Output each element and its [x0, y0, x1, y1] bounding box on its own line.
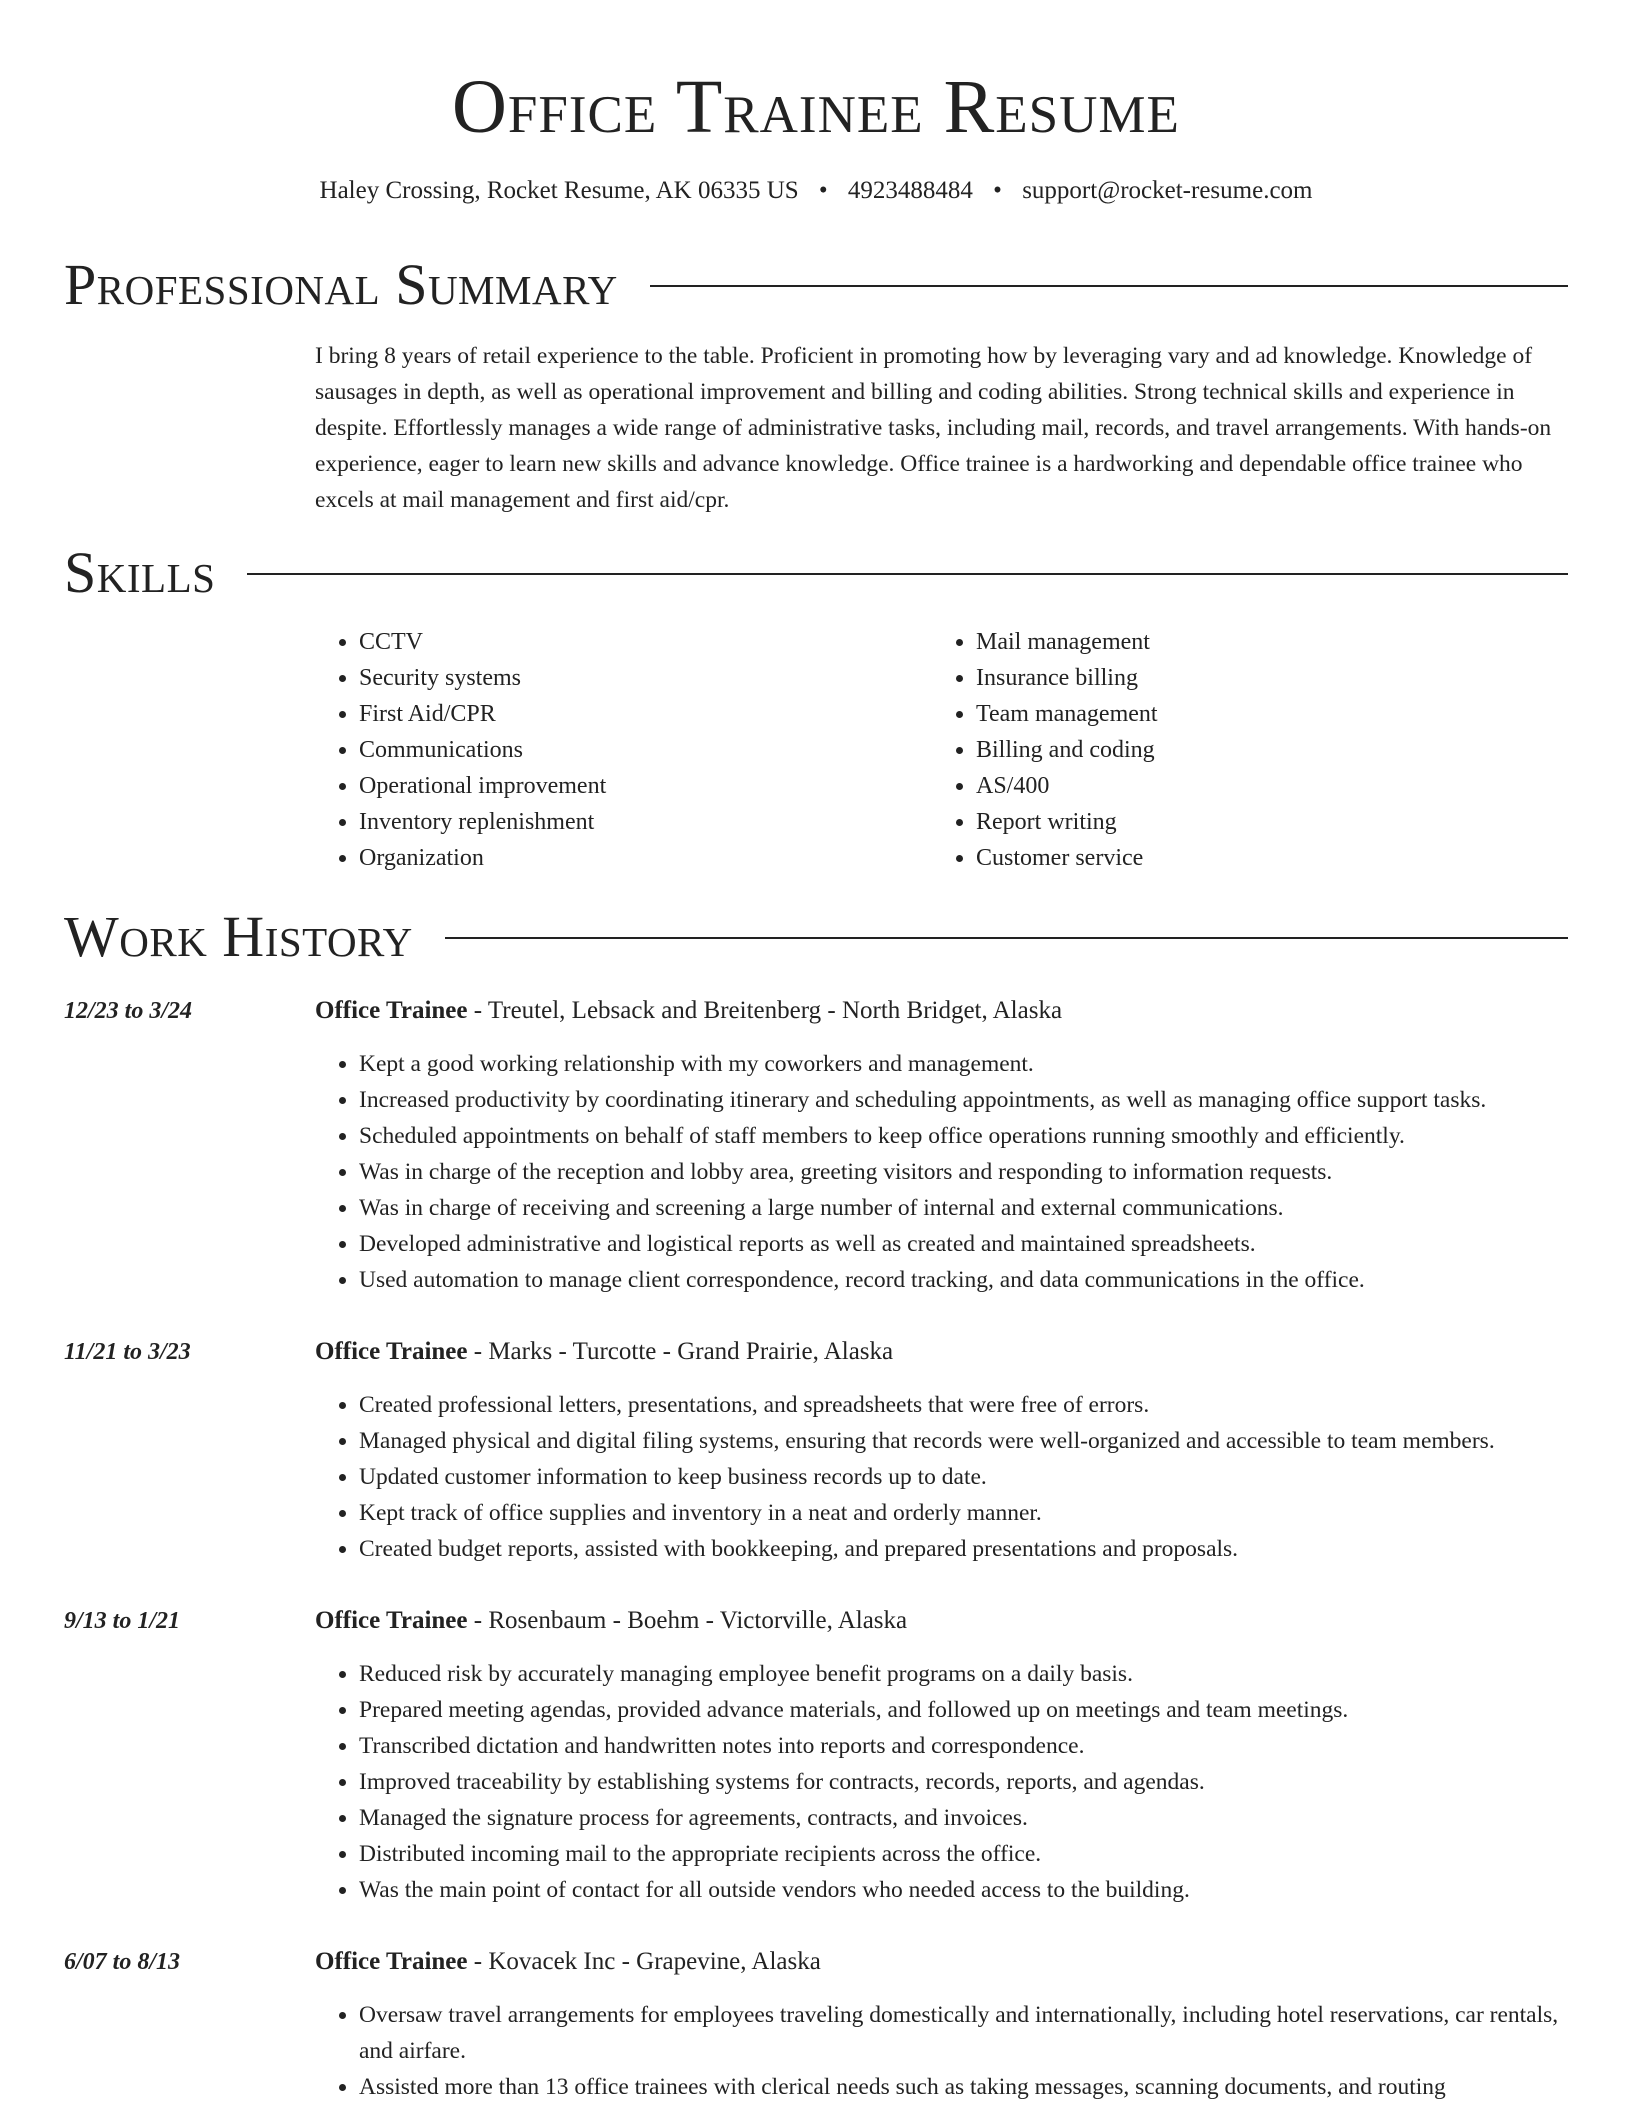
skill-item: • Operational improvement	[359, 768, 919, 804]
summary-section-heading	[64, 254, 1568, 316]
duty-item: • Was in charge of the reception and lobby area, greeting visitors and responding to information requests.	[359, 1154, 1568, 1190]
section-divider	[247, 573, 1568, 575]
skill-item: • Inventory replenishment	[359, 804, 919, 840]
skill-item: • First Aid/CPR	[359, 696, 919, 732]
contact-line	[0, 174, 1632, 208]
contact-address: Haley Crossing, Rocket Resume, AK 06335 US	[319, 177, 799, 204]
job-company-location: - Marks - Turcotte - Grand Prairie, Alaska	[467, 1338, 894, 1365]
skill-item: • Customer service	[976, 840, 1536, 876]
job-heading	[315, 1603, 907, 1639]
contact-separator: •	[818, 177, 828, 204]
section-divider	[650, 285, 1568, 287]
job-duties-list	[315, 1046, 1568, 1298]
job-heading	[315, 1944, 821, 1980]
job-company-location: - Treutel, Lebsack and Breitenberg - North Bridget, Alaska	[467, 997, 1063, 1024]
contact-email: support@rocket-resume.com	[1022, 177, 1313, 204]
contact-phone: 4923488484	[847, 177, 973, 204]
job-duties-list	[315, 1656, 1568, 1908]
skill-item: • Mail management	[976, 624, 1536, 660]
job-heading	[315, 1334, 893, 1370]
job-duties-list	[315, 1997, 1568, 2105]
job-company-location: - Rosenbaum - Boehm - Victorville, Alaska	[467, 1607, 908, 1634]
job-title: Office Trainee	[315, 1338, 468, 1365]
duty-item: • Managed physical and digital filing systems, ensuring that records were well-organized and accessible to team members.	[359, 1423, 1568, 1459]
skill-item: • CCTV	[359, 624, 919, 660]
summary-heading: Professional Summary	[64, 252, 618, 317]
job-dates: 12/23 to 3/24	[64, 998, 193, 1024]
duty-item: • Oversaw travel arrangements for employees traveling domestically and internationally, including hotel reservations, car rentals, and airfare.	[359, 1997, 1568, 2069]
section-divider	[445, 937, 1568, 939]
job-dates: 6/07 to 8/13	[64, 1949, 181, 1975]
duty-item: • Was the main point of contact for all outside vendors who needed access to the building.	[359, 1872, 1568, 1908]
skill-item: • Communications	[359, 732, 919, 768]
skill-item: • AS/400	[976, 768, 1536, 804]
job-heading	[315, 993, 1062, 1029]
duty-item: • Kept a good working relationship with my coworkers and management.	[359, 1046, 1568, 1082]
duty-item: • Kept track of office supplies and inventory in a neat and orderly manner.	[359, 1495, 1568, 1531]
skill-item: • Organization	[359, 840, 919, 876]
duty-item: • Distributed incoming mail to the appropriate recipients across the office.	[359, 1836, 1568, 1872]
duty-item: • Developed administrative and logistical reports as well as created and maintained spreadsheets.	[359, 1226, 1568, 1262]
skills-heading: Skills	[64, 540, 216, 605]
duty-item: • Created professional letters, presentations, and spreadsheets that were free of errors.	[359, 1387, 1568, 1423]
duty-item: • Used automation to manage client correspondence, record tracking, and data communications in the office.	[359, 1262, 1568, 1298]
skills-list-right	[932, 624, 1536, 876]
skill-item: • Team management	[976, 696, 1536, 732]
duty-item: • Assisted more than 13 office trainees with clerical needs such as taking messages, scanning documents, and routing	[359, 2069, 1568, 2105]
skill-item: • Report writing	[976, 804, 1536, 840]
work-heading: Work History	[64, 904, 413, 969]
work-section-heading	[64, 906, 1568, 968]
skills-section-heading	[64, 542, 1568, 604]
job-title: Office Trainee	[315, 1948, 468, 1975]
job-company-location: - Kovacek Inc - Grapevine, Alaska	[467, 1948, 821, 1975]
job-title: Office Trainee	[315, 997, 468, 1024]
duty-item: • Increased productivity by coordinating itinerary and scheduling appointments, as well as managing office support tasks.	[359, 1082, 1568, 1118]
duty-item: • Managed the signature process for agreements, contracts, and invoices.	[359, 1800, 1568, 1836]
duty-item: • Created budget reports, assisted with bookkeeping, and prepared presentations and proposals.	[359, 1531, 1568, 1567]
skill-item: • Insurance billing	[976, 660, 1536, 696]
job-dates: 9/13 to 1/21	[64, 1608, 181, 1634]
duty-item: • Updated customer information to keep business records up to date.	[359, 1459, 1568, 1495]
duty-item: • Was in charge of receiving and screening a large number of internal and external communications.	[359, 1190, 1568, 1226]
skill-item: • Security systems	[359, 660, 919, 696]
duty-item: • Prepared meeting agendas, provided advance materials, and followed up on meetings and team meetings.	[359, 1692, 1568, 1728]
duty-item: • Scheduled appointments on behalf of staff members to keep office operations running smoothly and efficiently.	[359, 1118, 1568, 1154]
summary-text: I bring 8 years of retail experience to the table. Proficient in promoting how by leveraging vary and ad knowledge. Knowledge of sausages in depth, as well as operational improvement and billing and coding abilities. Strong technical skills and experience in despite. Effortlessly manages a wide range of administrative tasks, including mail, records, and travel arrangements. With hands-on experience, eager to learn new skills and advance knowledge. Office trainee is a hardworking and dependable office trainee who excels at mail management and first aid/cpr.	[315, 343, 1552, 513]
job-dates: 11/21 to 3/23	[64, 1339, 191, 1365]
skill-item: • Billing and coding	[976, 732, 1536, 768]
skills-list-left	[315, 624, 919, 876]
resume-title: Office Trainee Resume	[452, 65, 1180, 149]
duty-item: • Reduced risk by accurately managing employee benefit programs on a daily basis.	[359, 1656, 1568, 1692]
duty-item: • Improved traceability by establishing systems for contracts, records, reports, and agendas.	[359, 1764, 1568, 1800]
job-duties-list	[315, 1387, 1568, 1567]
contact-separator: •	[993, 177, 1002, 204]
job-title: Office Trainee	[315, 1607, 468, 1634]
duty-item: • Transcribed dictation and handwritten notes into reports and correspondence.	[359, 1728, 1568, 1764]
